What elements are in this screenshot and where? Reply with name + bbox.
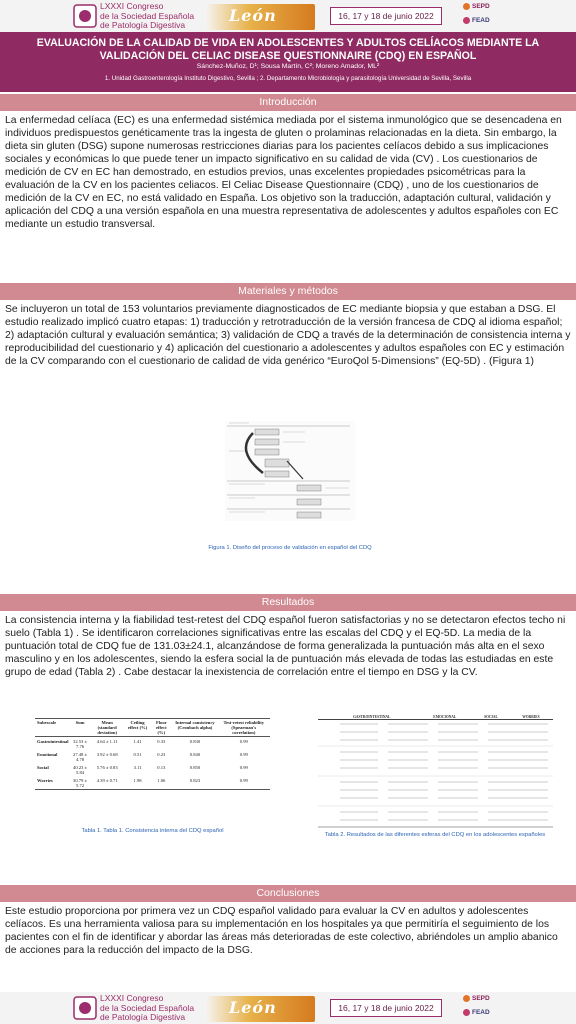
poster-header: [0, 32, 576, 92]
bottom-banner: [0, 992, 576, 1024]
table-2-header: GASTROINTESTINAL: [353, 714, 391, 719]
table-2-body: [318, 720, 553, 828]
table-1-header: Internal consistency (Cronbach alpha): [175, 720, 215, 730]
table-1-header: Sum: [75, 720, 85, 725]
section-title-methods: Materiales y métodos: [0, 283, 576, 300]
fead-logo: FEAD: [463, 17, 490, 25]
city-logo: León: [205, 996, 315, 1022]
table-2-header: SOCIAL: [484, 714, 498, 719]
table-1-header: Floor effect (%): [155, 720, 167, 735]
intro-text: La enfermedad celíaca (EC) es una enfermedad sistémica mediada por el sistema inmunológico que se desencadena en individuos predispuestos genéticamente tras la ingesta de gluten o prolaminas relacionadas en la dieta. Sin embargo, la dieta sin gluten (DSG) supone numerosas restricciones diarias para los pacientes celíacos debido a sus implicaciones sociales y económicas lo que puede tener un impacto significativo en su calidad de vida (CV) . Los cuestionarios de medición de CV en EC han demostrado, en estudios previos, unas excelentes propiedades psicométricas para la evaluación de la CV en los pacientes celiacos. El Celiac Disease Questionnaire (CDQ) , uno de los cuestionarios de medición de la CV en EC, no está validado en España. Los objetivo son la traducción, adaptación cultural, validación y aplicación del CDQ a una versión española en una muestra representativa de adolescentes y adultos españoles con EC mediante un estudio transversal.: [5, 115, 562, 230]
table-2: [318, 714, 553, 835]
section-title-results: Resultados: [0, 594, 576, 611]
congress-logo-icon: [72, 995, 98, 1021]
table-1-caption: Tabla 1. Tabla 1. Consistencia interna del CDQ español: [81, 828, 224, 834]
sepd-logo: SEPD: [463, 995, 490, 1003]
fead-icon: [463, 17, 470, 24]
table-row: Worries 30.79 ± 5.72 4.39 ± 0.71 1.98 1.06 0.823 0.99: [35, 776, 270, 790]
city-logo: León: [205, 4, 315, 30]
table-2-header: WORRIES: [522, 714, 540, 719]
figure-1-diagram: [225, 421, 355, 521]
congress-name: LXXXI Congreso de la Sociedad Española de Patología Digestiva: [100, 1, 195, 30]
affiliations: 1. Unidad Gastroenterología Instituto Digestivo, Sevilla ; 2. Departamento Microbiología y parasitología Universidad de Sevilla, Sevilla: [104, 75, 472, 82]
table-row: Emotional 27.48 ± 4.78 3.92 ± 0.68 0.51 0.23 0.840 0.99: [37, 751, 248, 762]
table-1-header: Ceiling effect (%): [127, 720, 148, 730]
results-text: La consistencia interna y la fiabilidad test-retest del CDQ español fueron satisfactorias y no se detectaron efectos techo ni suelo (Tabla 1) . Se identificaron correlaciones significativas entre las escalas del CDQ y el EQ-5D. La media de la puntuación total de CDQ fue de 131.03±24.1, alcanzándose de forma generalizada la puntuación más alta en el sexo masculino y en los adolescentes, siendo la esfera social la de puntuación más elevada de todas las estudiadas en este grupo de edad (Tabla 2) . Cabe destacar la inexistencia de correlación entre el tiempo en DSG y la CV.: [5, 615, 566, 678]
sepd-icon: [463, 3, 470, 10]
table-1-header: Subescale: [37, 720, 57, 725]
authors: Sánchez-Muñoz, D¹; Sousa Martín, C²; Moreno Amador, ML²: [196, 63, 380, 70]
table-2-caption: Tabla 2. Resultados de las diferentes esferas del CDQ en los adolescentes españoles: [324, 832, 546, 838]
table-2-header: EMOCIONAL: [433, 714, 457, 719]
conclusions-text: Este estudio proporciona por primera vez un CDQ español validado para evaluar la CV en adultos y adolescentes celíacos. Es una herramienta valiosa para su implementación en los hospitales ya que permitiría el seguimiento de los pacientes con el fin de identificar y abordar las áreas más deterioradas de este colectivo, abriéndoles un amplio abanico de acciones para la reducción del impacto de la DSG.: [5, 906, 558, 956]
top-banner: [0, 0, 576, 32]
dates-box: 16, 17 y 18 de junio 2022: [330, 7, 442, 25]
sepd-icon: [463, 995, 470, 1002]
table-1-header-row: [35, 719, 270, 737]
dates-box: 16, 17 y 18 de junio 2022: [330, 999, 442, 1017]
methods-text: Se incluyeron un total de 153 voluntarios previamente diagnosticados de EC mediante biopsia y que estaban a DSG. El estudio realizado implicó cuatro etapas: 1) traducción y retrotraducción de la versión francesa de CDQ al idioma español; 2) adaptación cultural y evaluación semántica; 3) validación de CDQ a través de la determinación de consistencia interna y reproducibilidad del cuestionario y 4) aplicación del cuestionario a adolescentes y adultos españoles con EC y estimación de la CV comparando con el cuestionario de calidad de vida genérico “EuroQol 5-Dimensions” (EQ-5D) . (Figura 1): [5, 304, 571, 367]
fead-icon: [463, 1009, 470, 1016]
section-title-conclusions: Conclusiones: [0, 885, 576, 902]
table-row: Gastrointestinal 32.53 ± 7.76 4.64 ± 1.11 1.41 0.33 0.830 0.99: [37, 738, 248, 749]
table-1: [35, 718, 270, 823]
figure-1-caption: Figura 1. Diseño del proceso de validación en español del CDQ: [208, 545, 372, 551]
table-1-header: Test-retest reliability (Spearman's correlation): [223, 720, 265, 735]
sepd-logo: SEPD: [463, 3, 490, 11]
table-row: Social 40.23 ± 5.84 5.76 ± 0.83 3.11 0.13 0.850 0.99: [37, 764, 248, 775]
fead-logo: FEAD: [463, 1009, 490, 1017]
table-2-header-row: [318, 714, 553, 720]
table-1-header: Mean (standard deviation): [97, 720, 117, 735]
poster-title: EVALUACIÓN DE LA CALIDAD DE VIDA EN ADOLESCENTES Y ADULTOS CELÍACOS MEDIANTE LA VALIDACIÓN DEL CELIAC DISEASE QUESTIONNAIRE (CDQ) EN ESPAÑOL: [36, 37, 540, 62]
section-title-intro: Introducción: [0, 94, 576, 111]
congress-logo-icon: [72, 3, 98, 29]
congress-name: LXXXI Congreso de la Sociedad Española de Patología Digestiva: [100, 993, 195, 1022]
